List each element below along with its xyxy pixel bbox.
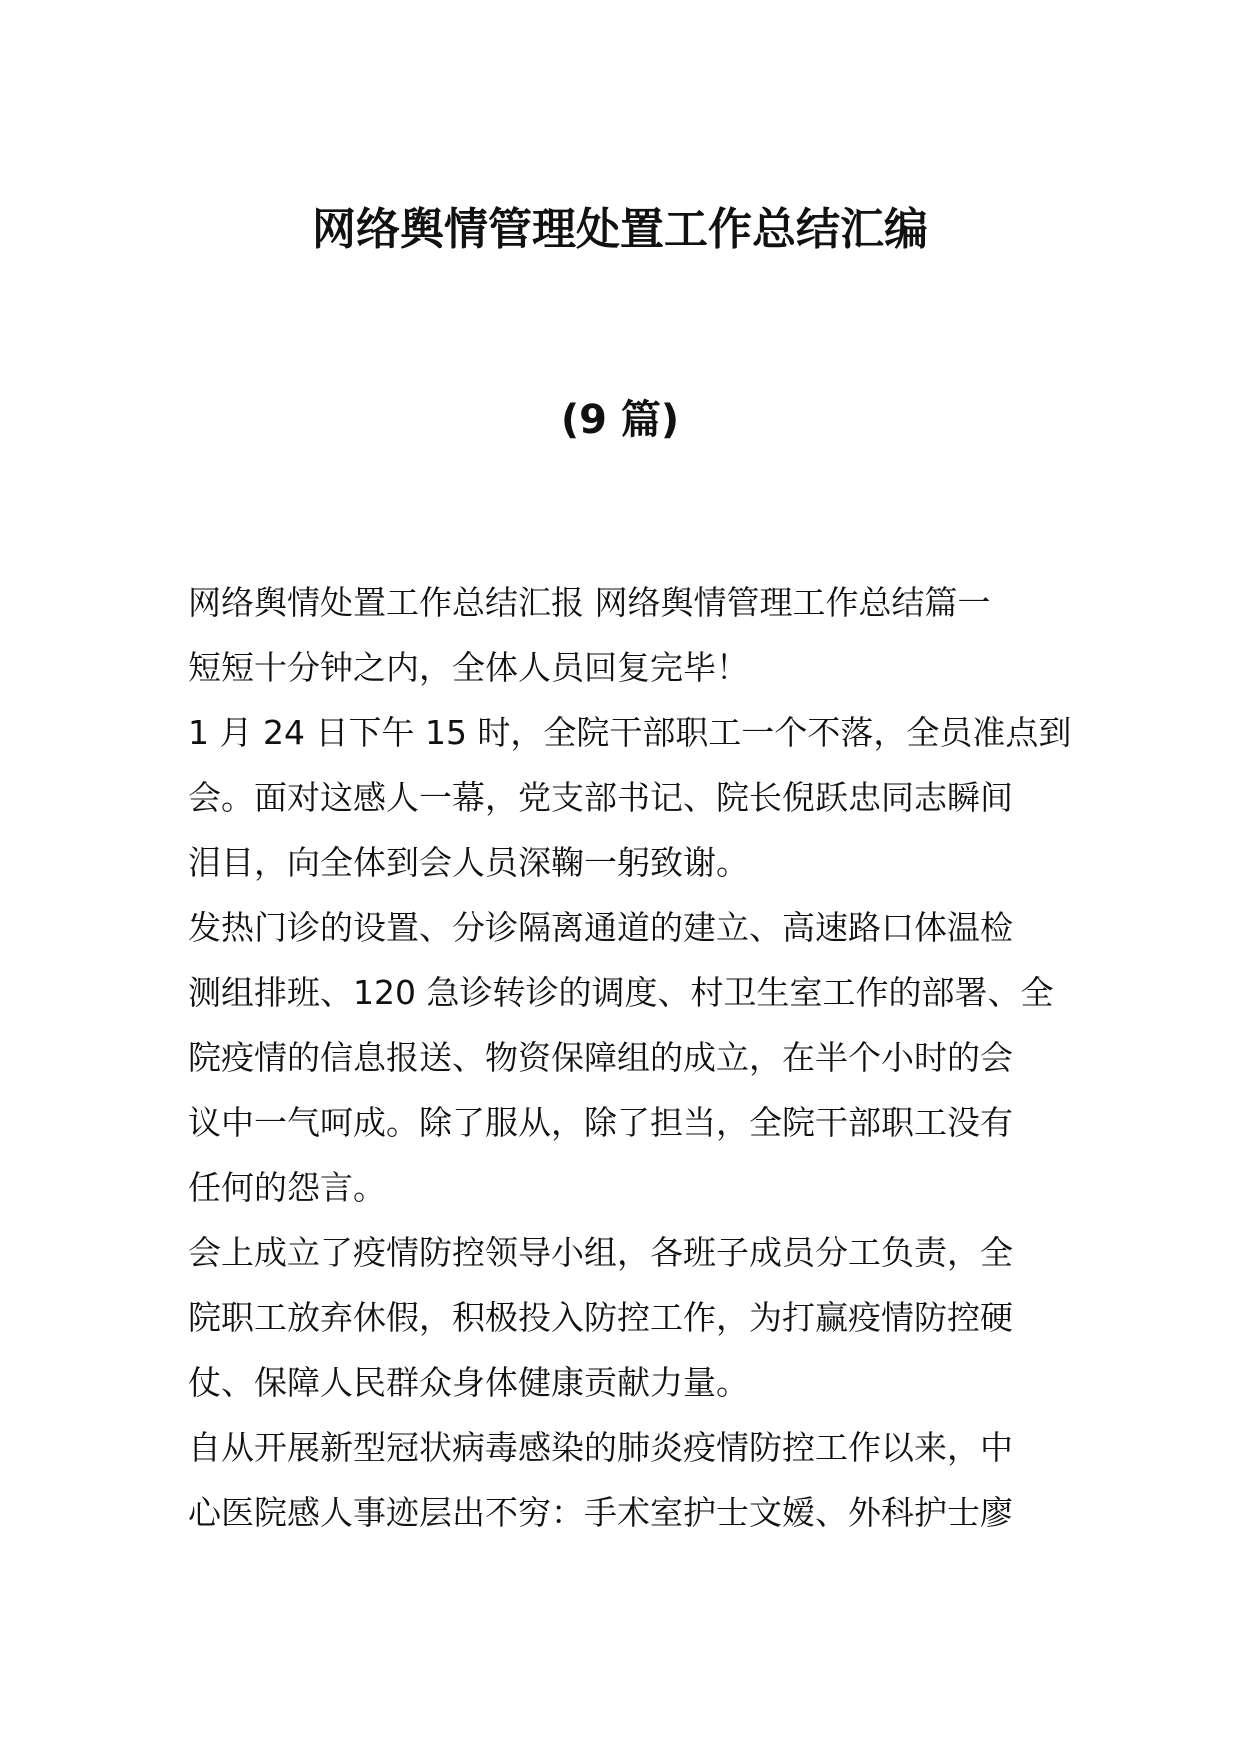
body-line: 自从开展新型冠状病毒感染的肺炎疫情防控工作以来，中 (188, 1428, 1013, 1467)
body-line: 会。面对这感人一幕，党支部书记、院长倪跃忠同志瞬间 (188, 778, 1013, 817)
body-line: 院职工放弃休假，积极投入防控工作，为打赢疫情防控硬 (188, 1298, 1013, 1337)
body-line: 仗、保障人民群众身体健康贡献力量。 (188, 1363, 749, 1402)
body-line: 测组排班、120 急诊转诊的调度、村卫生室工作的部署、全 (188, 973, 1054, 1012)
body-line: 1 月 24 日下午 15 时，全院干部职工一个不落，全员准点到 (188, 713, 1072, 752)
document-subtitle: (9 篇) (560, 397, 680, 443)
body-line: 短短十分钟之内，全体人员回复完毕！ (188, 648, 749, 687)
document-body (188, 570, 1072, 1545)
body-line: 议中一气呵成。除了服从，除了担当，全院干部职工没有 (188, 1103, 1013, 1142)
body-line: 网络舆情处置工作总结汇报 网络舆情管理工作总结篇一 (188, 583, 991, 622)
body-line: 心医院感人事迹层出不穷：手术室护士文嫒、外科护士廖 (188, 1493, 1013, 1532)
body-line: 发热门诊的设置、分诊隔离通道的建立、高速路口体温检 (188, 908, 1013, 947)
document-title: 网络舆情管理处置工作总结汇编 (312, 204, 928, 255)
body-line: 院疫情的信息报送、物资保障组的成立，在半个小时的会 (188, 1038, 1013, 1077)
body-line: 泪目，向全体到会人员深鞠一躬致谢。 (188, 843, 749, 882)
body-line: 会上成立了疫情防控领导小组，各班子成员分工负责，全 (188, 1233, 1013, 1272)
body-line: 任何的怨言。 (188, 1168, 386, 1207)
